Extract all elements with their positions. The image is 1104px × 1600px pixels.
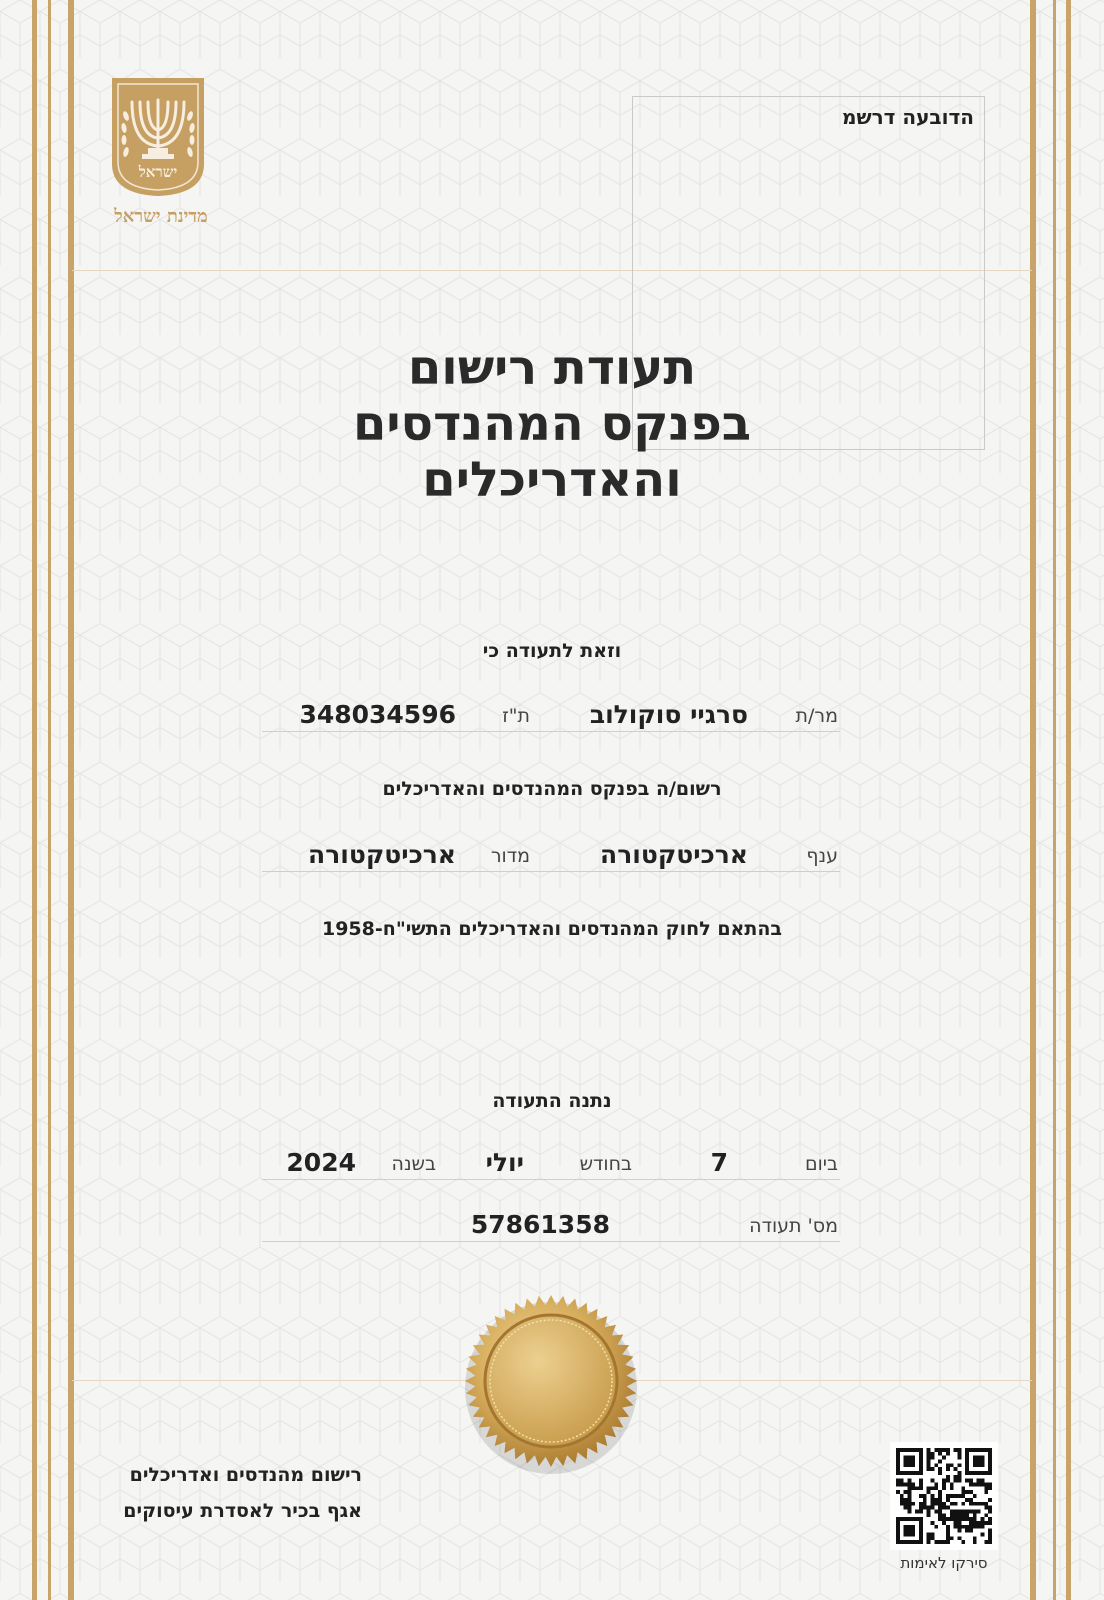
emblem-caption: מדינת ישראל — [114, 206, 208, 227]
certificate-number-label: מס' תעודה — [749, 1215, 838, 1237]
section-value: ארכיטקטורה — [308, 840, 456, 869]
holder-id: 348034596 — [299, 700, 456, 729]
menorah-emblem-icon — [108, 76, 208, 198]
name-label: מר/ת — [795, 705, 838, 727]
day-label: ביום — [804, 1153, 838, 1175]
title-line-2: בפנקס המהנדסים — [352, 396, 752, 452]
certificate-title — [250, 340, 854, 508]
law-text: בהתאם לחוק המהנדסים והאדריכלים התשי"ח-1958 — [321, 918, 783, 940]
footer-line-2: אגף בכיר לאסדרת עיסוקים — [123, 1500, 362, 1522]
title-line-1: תעודת רישום — [407, 340, 697, 396]
issued-text: נתנה התעודה — [492, 1090, 612, 1112]
branch-value: ארכיטקטורה — [600, 840, 748, 869]
emblem-text: ישראל — [138, 163, 178, 181]
gold-seal-icon — [456, 1286, 646, 1476]
qr-code-icon[interactable] — [890, 1442, 998, 1550]
holder-row — [262, 692, 840, 732]
intro-text: וזאת לתעודה כי — [482, 640, 622, 662]
border-line-left-inner — [68, 0, 74, 1600]
border-line-right-middle — [1053, 0, 1056, 1600]
year-value: 2024 — [286, 1148, 356, 1177]
holder-name: סרגיי סוקולוב — [589, 700, 748, 729]
photo-label: הדובעה דרשמ — [841, 105, 974, 129]
border-line-right-outer — [1066, 0, 1071, 1600]
certificate-number-row — [262, 1202, 840, 1242]
month-value: יולי — [485, 1148, 524, 1177]
border-line-right-inner — [1030, 0, 1036, 1600]
branch-label: ענף — [806, 845, 838, 867]
border-line-left-outer — [32, 0, 37, 1600]
id-label: ת"ז — [502, 705, 530, 727]
certificate-number: 57861358 — [470, 1210, 610, 1239]
section-label: מדור — [490, 845, 530, 867]
branch-row — [262, 832, 840, 872]
title-line-3: והאדריכלים — [422, 452, 682, 508]
registered-text: רשום/ה בפנקס המהנדסים והאדריכלים — [382, 778, 722, 800]
qr-caption: סירקו לאימות — [900, 1554, 988, 1572]
day-value: 7 — [710, 1148, 728, 1177]
date-row — [262, 1140, 840, 1180]
month-label: בחודש — [579, 1153, 632, 1175]
year-label: בשנה — [391, 1153, 436, 1175]
footer-line-1: רישום מהנדסים ואדריכלים — [129, 1464, 362, 1486]
border-line-left-middle — [48, 0, 51, 1600]
